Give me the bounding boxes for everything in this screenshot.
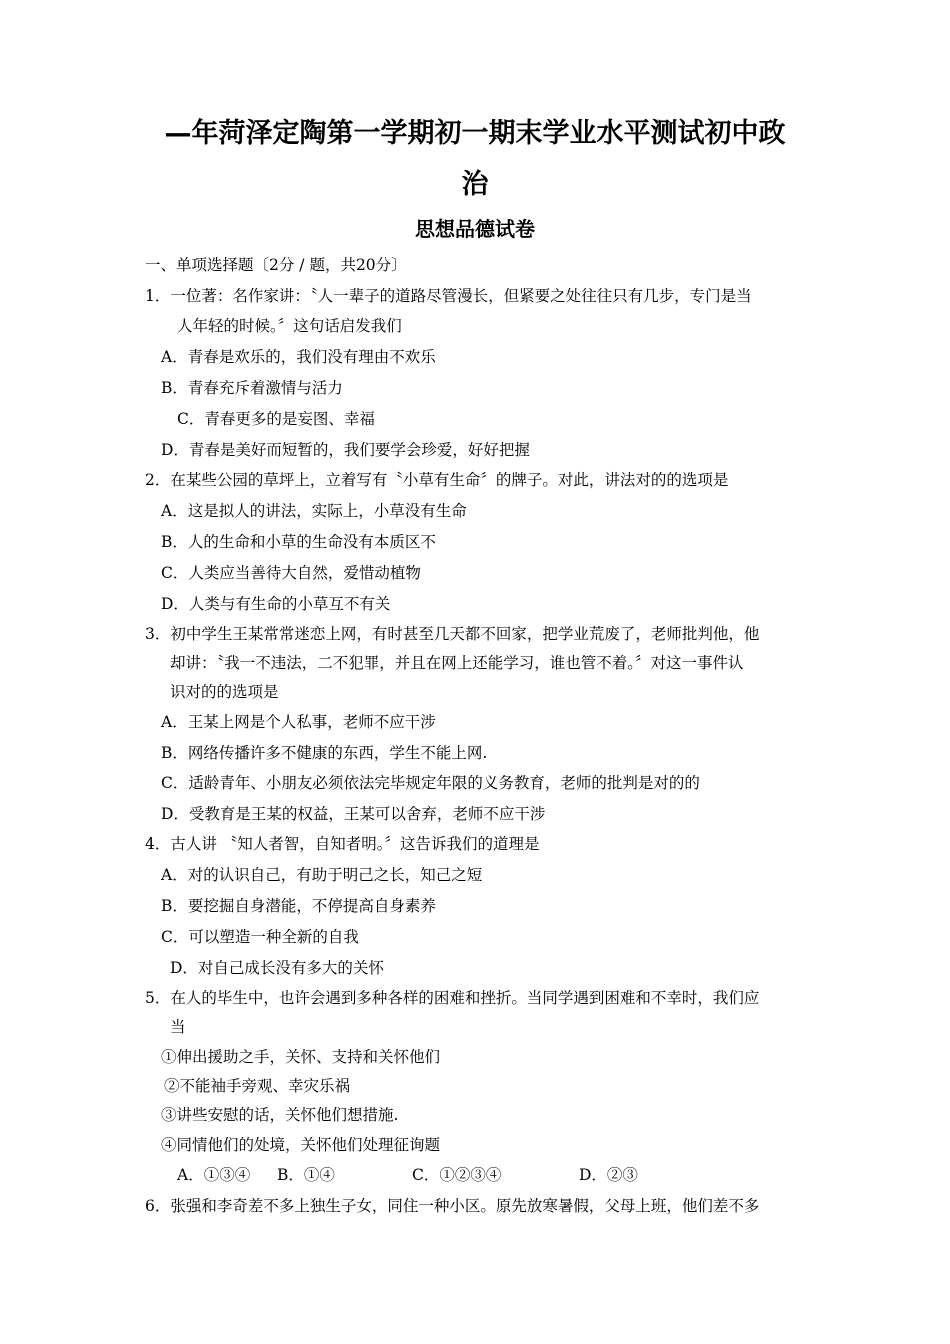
question-2-stem: 2．在某些公园的草坪上，立着写有〝小草有生命〞的牌子。对此，讲法对的的选项是 — [145, 471, 729, 489]
question-2-option-a: A．这是拟人的讲法，实际上，小草没有生命 — [161, 502, 467, 520]
question-1-option-c: C．青春更多的是妄图、幸福 — [177, 410, 375, 428]
question-4-option-b: B．要挖掘自身潜能，不停提高自身素养 — [161, 897, 436, 915]
question-4-option-c: C．可以塑造一种全新的自我 — [161, 928, 359, 946]
question-2-option-b: B．人的生命和小草的生命没有本质区不 — [161, 533, 436, 551]
question-1-option-b: B．青春充斥着激情与活力 — [161, 379, 343, 397]
question-5-option-c: C．①②③④ — [412, 1166, 502, 1184]
question-6-stem: 6．张强和李奇差不多上独生子女，同住一种小区。原先放寒暑假，父母上班，他们差不多 — [145, 1197, 760, 1215]
page-subtitle: 思想品德试卷 — [415, 217, 535, 241]
question-5-item-3: ③讲些安慰的话，关怀他们想措施. — [161, 1106, 399, 1124]
question-5-item-4: ④同情他们的处境，关怀他们处理征询题 — [161, 1136, 441, 1154]
page-title-line2: 治 — [461, 169, 489, 200]
question-5-stem: 5．在人的毕生中，也许会遇到多种各样的困难和挫折。当同学遇到困难和不幸时，我们应 — [145, 989, 760, 1007]
question-5-stem-cont: 当 — [170, 1018, 186, 1036]
question-5-option-a: A．①③④ — [177, 1166, 251, 1184]
question-5-option-b: B．①④ — [277, 1166, 335, 1184]
question-1-option-d: D．青春是美好而短暂的，我们要学会珍爱，好好把握 — [161, 441, 530, 459]
question-3-stem: 3．初中学生王某常常迷恋上网，有时甚至几天都不回家，把学业荒废了，老师批判他，他 — [145, 625, 760, 643]
question-4-option-d: D．对自己成长没有多大的关怀 — [170, 959, 384, 977]
question-5-item-1: ①伸出援助之手，关怀、支持和关怀他们 — [161, 1048, 441, 1066]
question-5-item-2: ②不能袖手旁观、幸灾乐祸 — [164, 1077, 351, 1095]
question-3-option-a: A．王某上网是个人私事，老师不应干涉 — [161, 713, 436, 731]
question-3-stem-cont: 识对的的选项是 — [170, 683, 279, 701]
section-heading: 一、单项选择题〔2分 / 题，共20分〕 — [145, 256, 407, 274]
question-1-stem-cont: 人年轻的时候。〞这句话启发我们 — [177, 317, 402, 335]
question-3-option-d: D．受教育是王某的权益，王某可以舍弃，老师不应干涉 — [161, 805, 546, 823]
page-title-line1: —年菏泽定陶第一学期初一期末学业水平测试初中政 — [164, 118, 786, 149]
question-4-stem: 4．古人讲 〝知人者智，自知者明。〞这告诉我们的道理是 — [145, 835, 540, 853]
question-2-option-c: C．人类应当善待大自然，爱惜动植物 — [161, 564, 421, 582]
question-2-option-d: D．人类与有生命的小草互不有关 — [161, 595, 391, 613]
question-1-option-a: A．青春是欢乐的，我们没有理由不欢乐 — [161, 348, 436, 366]
question-1-stem: 1．一位著：名作家讲：〝人一辈子的道路尽管漫长，但紧要之处往往只有几步，专门是当 — [145, 287, 752, 305]
question-5-option-d: D．②③ — [579, 1166, 638, 1184]
question-3-option-c: C．适龄青年、小朋友必须依法完毕规定年限的义务教育，老师的批判是对的的 — [161, 774, 700, 792]
question-3-option-b: B．网络传播许多不健康的东西，学生不能上网. — [161, 744, 488, 762]
question-3-stem-cont: 却讲：〝我一不违法，二不犯罪，并且在网上还能学习，谁也管不着。〞对这一事件认 — [170, 654, 744, 672]
question-4-option-a: A．对的认识自己，有助于明己之长，知己之短 — [161, 866, 483, 884]
